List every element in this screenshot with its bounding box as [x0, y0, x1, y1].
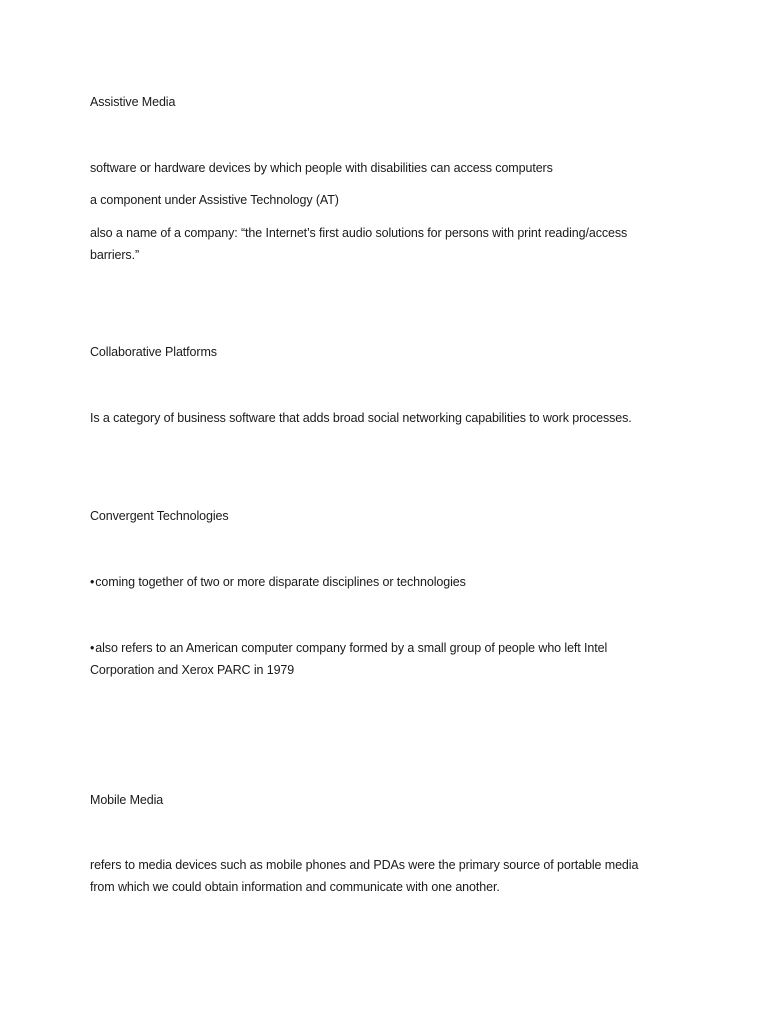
- bullet-item: [90, 637, 660, 681]
- definition-line: software or hardware devices by which people with disabilities can access computers: [90, 161, 553, 175]
- heading-convergent-technologies: Convergent Technologies: [90, 509, 229, 523]
- bullet-item: [90, 571, 690, 593]
- definition-line: refers to media devices such as mobile phones and PDAs were the primary source of portable media from which we could obtain information and communicate with one another.: [90, 858, 639, 894]
- definition-line: also a name of a company: “the Internet’s first audio solutions for persons with print reading/access barriers.”: [90, 226, 628, 262]
- bullet-text: coming together of two or more disparate disciplines or technologies: [95, 575, 466, 589]
- heading-assistive-media: Assistive Media: [90, 95, 176, 109]
- bullet-text: also refers to an American computer company formed by a small group of people who left Intel Corporation and Xerox PARC in 1979: [90, 641, 608, 677]
- heading-collaborative-platforms: Collaborative Platforms: [90, 345, 217, 359]
- heading-mobile-media: Mobile Media: [90, 793, 164, 807]
- definition-line: a component under Assistive Technology (AT): [90, 193, 339, 207]
- definition-line: Is a category of business software that adds broad social networking capabilities to work processes.: [90, 411, 632, 425]
